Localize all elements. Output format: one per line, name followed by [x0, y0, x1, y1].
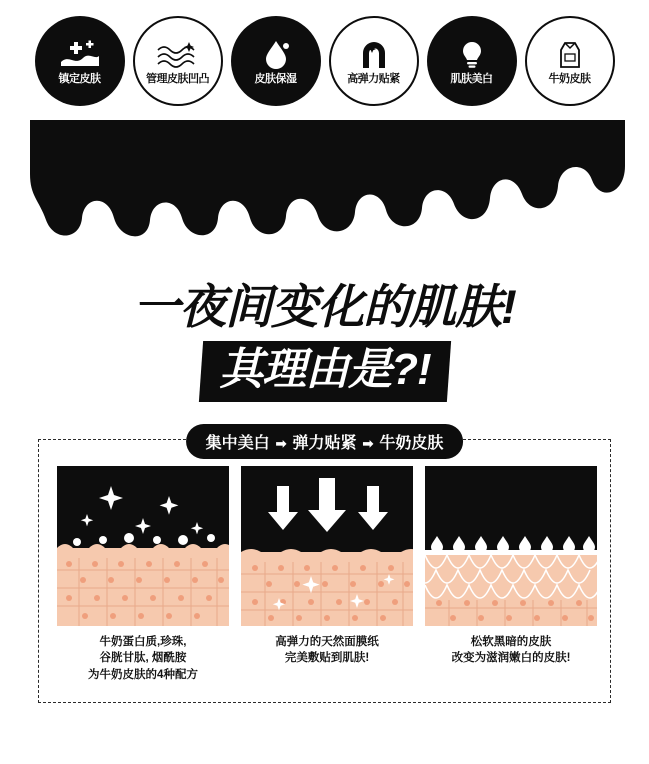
feature-badge-soothing: [35, 16, 125, 106]
feature-badge-milk: [525, 16, 615, 106]
process-column-2: [241, 466, 413, 684]
feature-badge-label: 牛奶皮肤: [548, 72, 591, 85]
milk-carton-icon: [552, 38, 588, 72]
feature-badge-moisture: [231, 16, 321, 106]
black-drip-divider: [0, 120, 649, 240]
process-step-2: 弹力贴紧: [292, 434, 357, 452]
process-caption-3: [425, 634, 597, 667]
feature-badge-label: 肌肤美白: [450, 72, 493, 85]
process-columns: [57, 466, 592, 684]
arrow-right-icon: ➡: [362, 435, 374, 451]
feature-badge-whitening: [427, 16, 517, 106]
caption-line: 高弹力的天然面膜纸: [275, 635, 379, 648]
feature-badge-label: 管理皮肤凹凸: [146, 72, 209, 85]
arrow-right-icon: ➡: [275, 435, 287, 451]
feature-badge-label: 镇定皮肤: [58, 72, 101, 85]
brightened-skin-figure: [425, 466, 597, 626]
caption-line: 为牛奶皮肤的4种配方: [88, 668, 198, 681]
mask-sheet-pressing-figure: [241, 466, 413, 626]
water-drop-icon: [259, 38, 293, 72]
feature-icon-row: [0, 0, 649, 106]
process-step-3: 牛奶皮肤: [379, 434, 444, 452]
caption-line: 谷胱甘肽, 烟酰胺: [99, 652, 187, 665]
feature-badge-label: 皮肤保湿: [254, 72, 297, 85]
caption-line: 松软黑暗的皮肤: [470, 635, 552, 648]
lightbulb-icon: [455, 38, 489, 72]
feature-badge-elastic: [329, 16, 419, 106]
process-caption-1: [57, 634, 229, 684]
headline-line-2-text: 其理由是?!: [218, 345, 431, 395]
process-caption-2: [241, 634, 413, 667]
caption-line: 牛奶蛋白质,珍珠,: [99, 635, 187, 648]
skin-sparkle-layers-figure: [57, 466, 229, 626]
headline-line-1: 一夜间变化的肌肤!: [133, 280, 516, 333]
feature-badge-texture: [133, 16, 223, 106]
soothing-patch-icon: [59, 38, 101, 72]
process-column-3: [425, 466, 597, 684]
headline-block: [0, 282, 649, 403]
magnet-icon: [355, 38, 393, 72]
caption-line: 完美敷贴到肌肤!: [284, 652, 370, 665]
process-steps-pill: [186, 424, 464, 459]
skin-texture-waves-icon: [155, 38, 201, 72]
process-column-1: [57, 466, 229, 684]
caption-line: 改变为滋润嫩白的皮肤!: [451, 652, 571, 665]
process-step-1: 集中美白: [205, 434, 270, 452]
headline-line-2-highlight: [199, 341, 451, 402]
process-panel: [38, 434, 611, 703]
feature-badge-label: 高弹力贴紧: [347, 72, 400, 85]
